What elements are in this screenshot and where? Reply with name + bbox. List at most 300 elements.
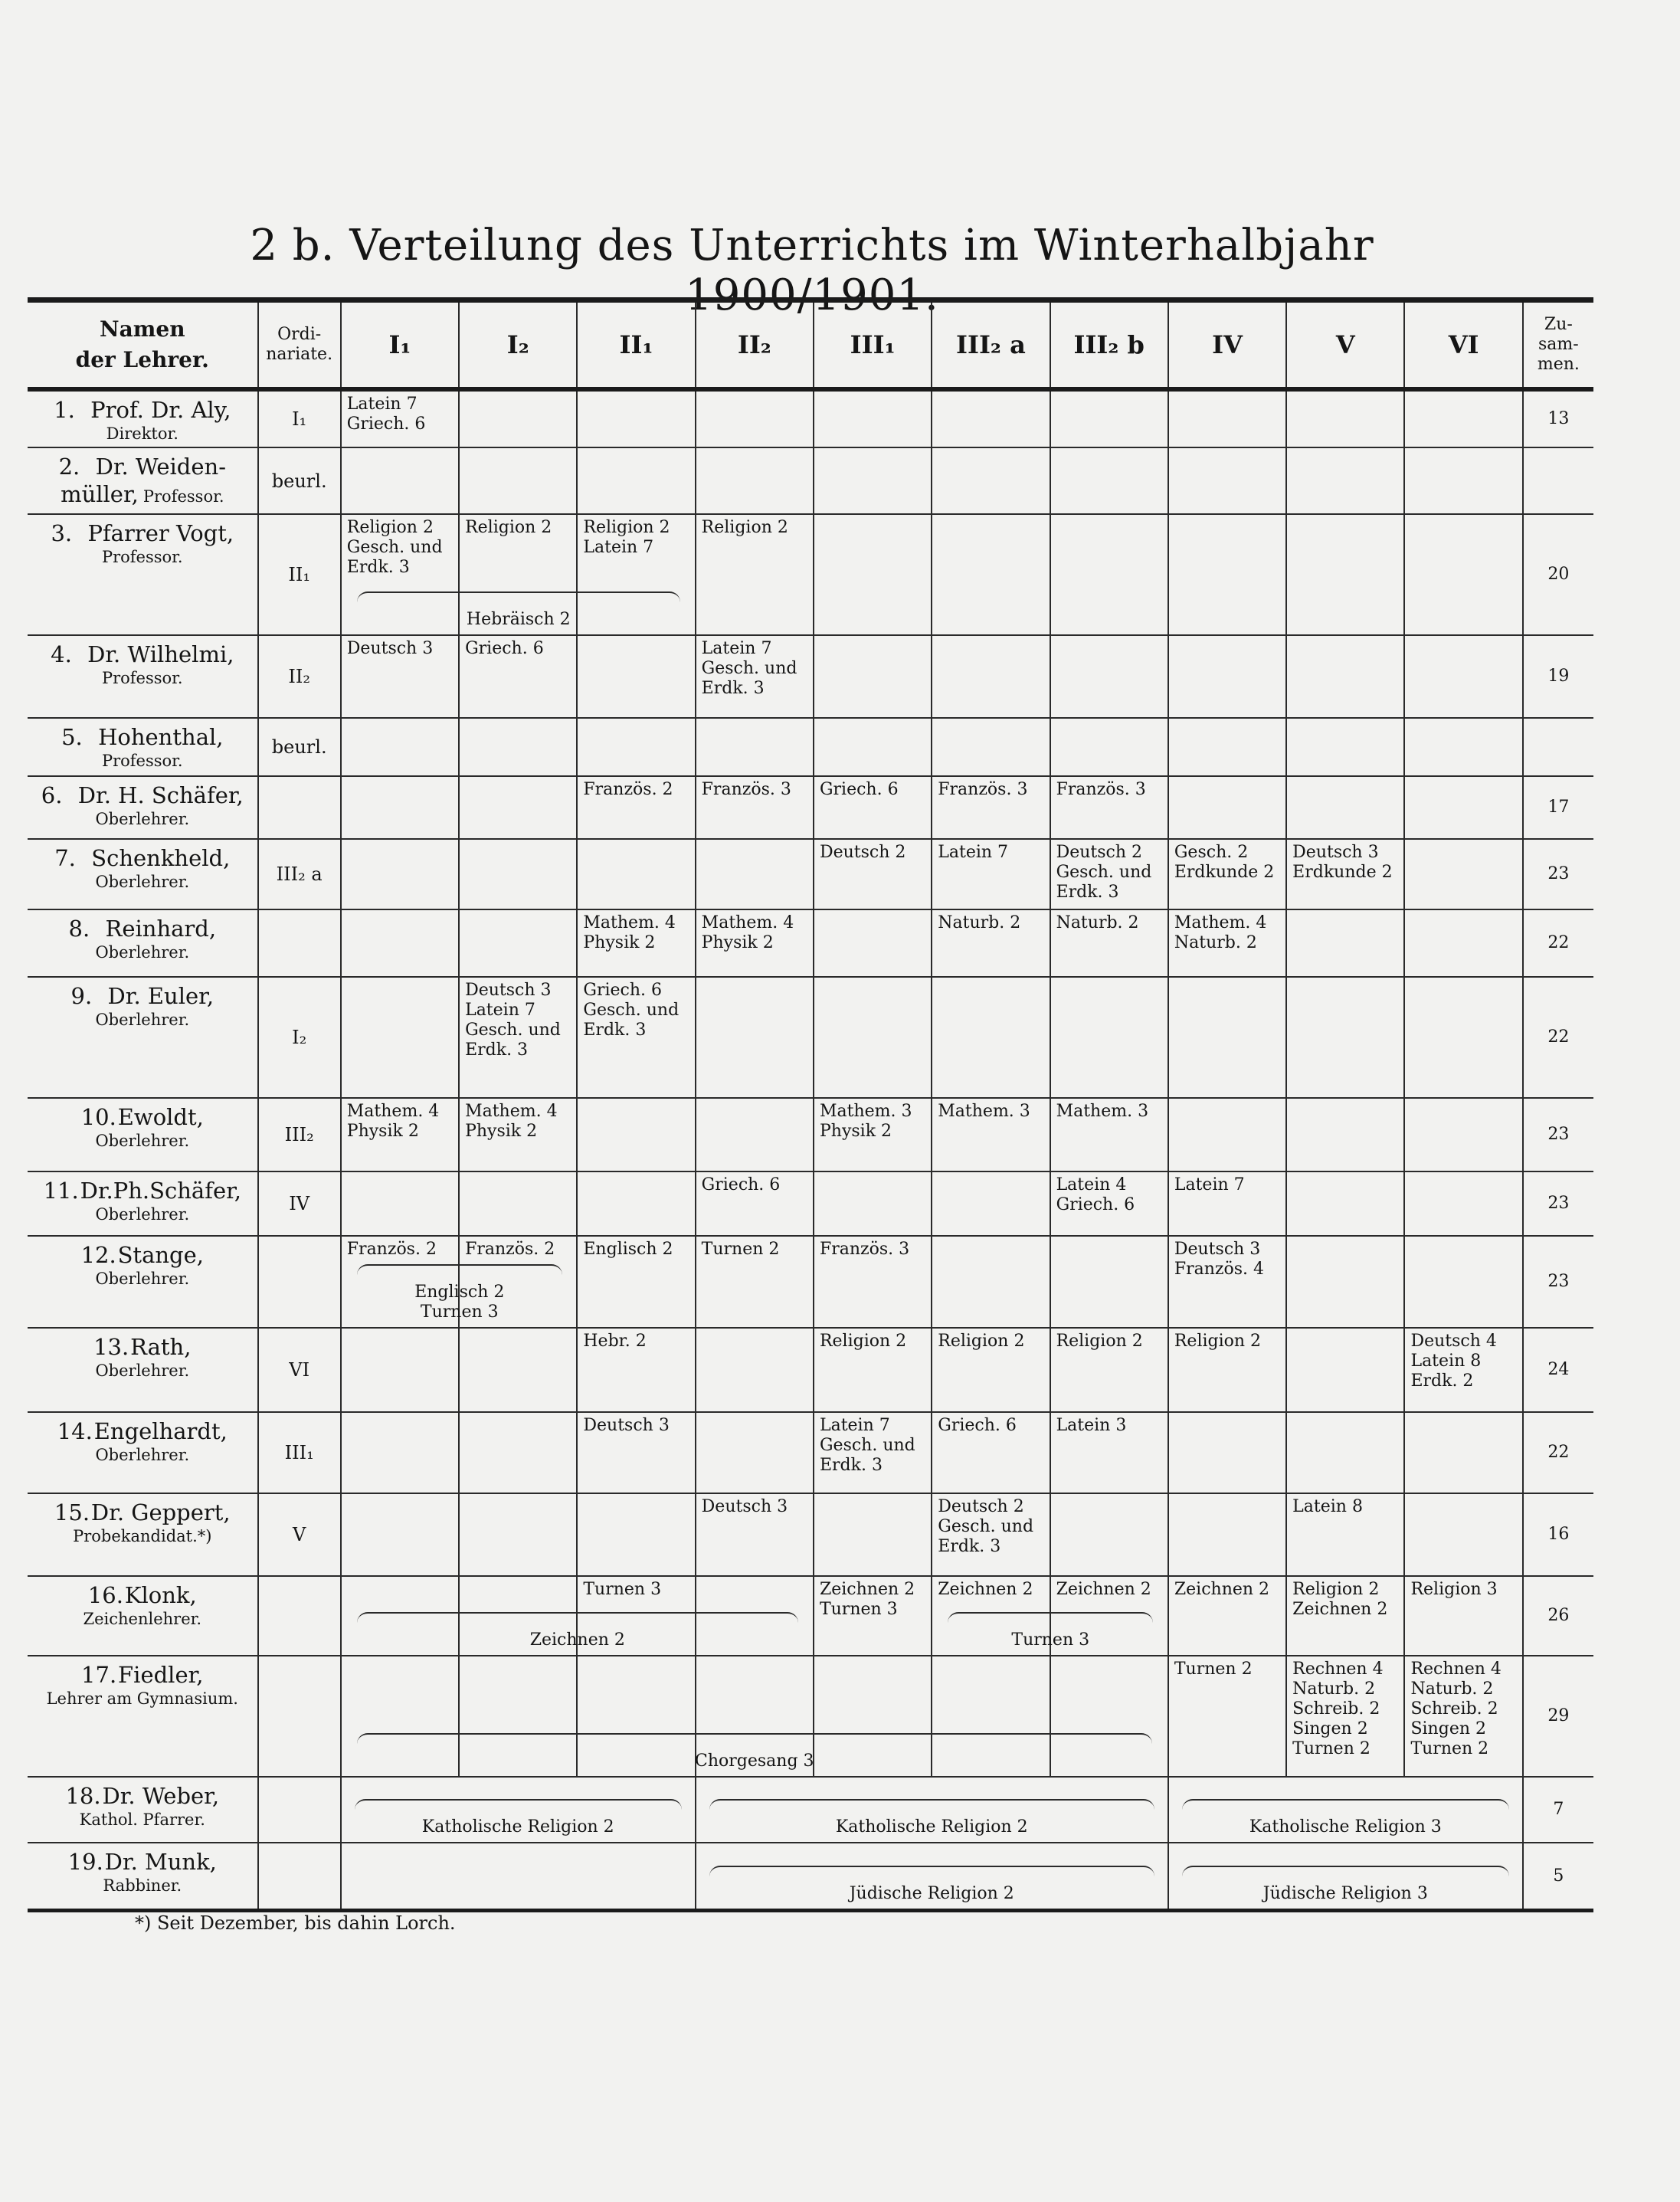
lesson-entry: Französ. 3 (938, 780, 1028, 799)
brace-mark (1182, 1799, 1509, 1813)
teacher-name: Dr. H. Schäfer, (77, 782, 244, 808)
lesson-entry: Naturb. 2 (1410, 1679, 1494, 1699)
lesson-cell (459, 776, 577, 839)
total-hours-cell (1523, 447, 1593, 514)
teacher-name: Dr. Munk, (104, 1849, 217, 1875)
total-hours-cell: 23 (1523, 1098, 1593, 1171)
lesson-cell (1168, 1493, 1286, 1576)
lesson-cell (1404, 1576, 1522, 1656)
lesson-cell (932, 1576, 1090, 1656)
lesson-cell (696, 776, 814, 839)
lesson-cell (459, 977, 577, 1098)
lesson-entry: Erdk. 3 (1056, 883, 1119, 902)
total-hours-cell: 19 (1523, 635, 1593, 718)
lesson-entry: Latein 7 (465, 1001, 535, 1020)
teacher-rank: Professor. (101, 669, 183, 687)
teacher-name: Hohenthal, (98, 724, 224, 750)
lesson-cell (341, 1328, 459, 1412)
brace-mark (357, 1612, 798, 1626)
lesson-entry: Latein 7 (1174, 1175, 1245, 1194)
lesson-cell (932, 718, 1050, 776)
lesson-entry: Deutsch 3 (583, 1416, 670, 1435)
lesson-entry: Deutsch 2 (1056, 843, 1143, 862)
lesson-cell (1286, 977, 1404, 1098)
header-names-line2: der Lehrer. (75, 347, 209, 372)
shared-lesson-label: Englisch 2 (414, 1283, 505, 1302)
lesson-cell (814, 1576, 932, 1656)
teacher-name: Dr. Wilhelmi, (87, 641, 234, 667)
lesson-cell (1050, 1171, 1168, 1236)
lesson-cell (1286, 447, 1404, 514)
lesson-cell (1404, 977, 1522, 1098)
lesson-cell (341, 514, 571, 635)
lesson-entry: Physik 2 (465, 1122, 538, 1141)
header-ord-line2: nariate. (266, 345, 333, 364)
header-class-10: VI (1404, 303, 1522, 389)
lesson-cell (459, 909, 577, 977)
teacher-row (28, 776, 1593, 839)
lesson-entry: Französ. 2 (583, 780, 673, 799)
teacher-number: 15. (54, 1499, 90, 1525)
lesson-cell (341, 977, 459, 1098)
teacher-number: 7. (54, 845, 76, 871)
lesson-entry: Singen 2 (1410, 1719, 1486, 1738)
teacher-row (28, 1098, 1593, 1171)
teacher-name: Prof. Dr. Aly, (90, 397, 231, 423)
teacher-number: 5. (61, 724, 83, 750)
teacher-row (28, 1493, 1593, 1576)
lesson-entry: Deutsch 2 (938, 1497, 1024, 1516)
teacher-number: 6. (41, 782, 63, 808)
lesson-entry: Turnen 2 (1292, 1739, 1371, 1758)
brace-mark (709, 1866, 1154, 1879)
lesson-entry: Griech. 6 (583, 981, 662, 1000)
lesson-cell (814, 1328, 932, 1412)
lesson-cell (1286, 1236, 1404, 1328)
teacher-name-line (34, 1782, 251, 1810)
lesson-cell (932, 389, 1050, 447)
lesson-cell (696, 977, 814, 1098)
teacher-rank: Oberlehrer. (95, 1205, 190, 1224)
lesson-entry: Mathem. 4 (1174, 913, 1267, 932)
lesson-entry: Gesch. und (819, 1436, 915, 1455)
lesson-cell (814, 1098, 932, 1171)
brace-mark (1182, 1866, 1509, 1879)
lesson-entry: Latein 8 (1292, 1497, 1363, 1516)
teacher-name-line (34, 1417, 251, 1445)
lesson-entry: Gesch. und (583, 1001, 680, 1020)
shared-lesson-brace (349, 591, 688, 630)
grouped-lesson-label: Jüdische Religion 2 (849, 1884, 1014, 1903)
lesson-cell (696, 635, 814, 718)
lesson-entry: Turnen 2 (1174, 1660, 1253, 1679)
lesson-cell (1404, 1493, 1522, 1576)
teacher-name: Fiedler, (118, 1662, 204, 1688)
lesson-entry: Deutsch 3 (465, 981, 552, 1000)
teacher-name-line (34, 1581, 251, 1609)
lesson-entry: Naturb. 2 (1056, 913, 1139, 932)
lesson-entry: Naturb. 2 (1292, 1679, 1376, 1699)
lesson-cell (577, 718, 695, 776)
shared-lesson-label2: Turnen 3 (420, 1303, 499, 1322)
lesson-entry: Physik 2 (583, 933, 656, 952)
header-ord-line1: Ordi- (277, 325, 322, 344)
teacher-rank: Oberlehrer. (95, 943, 190, 962)
teacher-name-cell (28, 1412, 258, 1493)
lesson-entry: Latein 7 (819, 1416, 890, 1435)
teacher-name: Rath, (130, 1334, 192, 1360)
brace-mark (357, 1733, 1152, 1747)
lesson-cell (1168, 447, 1286, 514)
brace-mark (357, 591, 680, 605)
lesson-cell (1286, 909, 1404, 977)
lesson-cell (1168, 514, 1286, 635)
header-total-line2: sam- (1538, 335, 1579, 354)
lesson-entry: Mathem. 4 (346, 1102, 440, 1121)
total-hours-cell: 5 (1523, 1843, 1593, 1909)
lesson-entry: Religion 2 (1056, 1332, 1143, 1351)
lesson-entry: Zeichnen 2 (1174, 1580, 1270, 1599)
lesson-cell (932, 514, 1050, 635)
lesson-entry: Religion 2 (701, 518, 788, 537)
total-hours-cell: 22 (1523, 909, 1593, 977)
teacher-row (28, 447, 1593, 514)
lesson-cell (932, 776, 1050, 839)
teacher-rank: Oberlehrer. (95, 810, 190, 828)
lesson-entry: Latein 3 (1056, 1416, 1127, 1435)
page-title: 2 b. Verteilung des Unterrichts im Winterhalbjahr 1900/1901. (250, 221, 1374, 320)
ordinariate-cell (258, 1843, 341, 1909)
lesson-cell (1286, 389, 1404, 447)
lesson-cell (577, 776, 695, 839)
shared-lesson-label: Turnen 3 (1011, 1630, 1090, 1650)
teacher-row (28, 718, 1593, 776)
ordinariate-cell (258, 1576, 341, 1656)
shared-lesson-brace (349, 1733, 1160, 1771)
teacher-row (28, 909, 1593, 977)
lesson-cell (932, 1098, 1050, 1171)
total-hours-cell: 22 (1523, 977, 1593, 1098)
teacher-name-line (34, 1499, 251, 1526)
lesson-entry: Mathem. 3 (938, 1102, 1030, 1121)
lesson-cell (814, 718, 932, 776)
teacher-name-line (34, 453, 251, 480)
header-class-9: V (1286, 303, 1404, 389)
header-total-line3: men. (1537, 355, 1580, 374)
lesson-entry: Englisch 2 (583, 1240, 673, 1259)
lesson-cell (1404, 839, 1522, 909)
lesson-cell (1404, 389, 1522, 447)
teacher-name-line (34, 1177, 251, 1204)
teacher-name-cell (28, 1171, 258, 1236)
lesson-entry: Französ. 3 (1056, 780, 1146, 799)
lesson-cell (932, 635, 1050, 718)
teacher-name-cell (28, 718, 258, 776)
lesson-entry: Deutsch 3 (1292, 843, 1379, 862)
header-ordinariate (258, 303, 341, 389)
teacher-name: Dr. Geppert, (90, 1499, 231, 1525)
lesson-cell (814, 1412, 932, 1493)
lesson-cell (1050, 1412, 1168, 1493)
teacher-name-line2 (34, 480, 251, 510)
ordinariate-cell: V (258, 1493, 341, 1576)
lesson-entry: Gesch. 2 (1174, 843, 1249, 862)
lesson-cell (1404, 776, 1522, 839)
lesson-entry: Gesch. und (701, 659, 797, 678)
teacher-number: 19. (67, 1849, 103, 1875)
lesson-cell (696, 1171, 814, 1236)
lesson-cell (1286, 1098, 1404, 1171)
lesson-entry: Griech. 6 (938, 1416, 1017, 1435)
total-hours-cell: 23 (1523, 1171, 1593, 1236)
total-hours-cell: 22 (1523, 1412, 1593, 1493)
teacher-name-cell (28, 1777, 258, 1843)
lesson-cell (814, 389, 932, 447)
ordinariate-cell: IV (258, 1171, 341, 1236)
teacher-number: 9. (70, 983, 93, 1009)
lesson-entry: Turnen 3 (583, 1580, 662, 1599)
ordinariate-cell: I₂ (258, 977, 341, 1098)
lesson-entry: Rechnen 4 (1292, 1660, 1384, 1679)
top-rule (28, 297, 1593, 303)
grouped-lesson-cell (1168, 1843, 1523, 1909)
lesson-cell (1168, 1098, 1286, 1171)
ordinariate-cell: III₁ (258, 1412, 341, 1493)
lesson-cell (459, 1171, 577, 1236)
shared-lesson-label: Chorgesang 3 (695, 1751, 814, 1771)
lesson-cell (1286, 1656, 1404, 1777)
lesson-cell (341, 635, 459, 718)
lesson-cell (1286, 839, 1404, 909)
lesson-entry: Griech. 6 (465, 639, 544, 658)
teacher-name-line (34, 396, 251, 424)
teacher-name: Schenkheld, (91, 845, 231, 871)
lesson-entry: Griech. 6 (1056, 1195, 1135, 1214)
lesson-cell (814, 977, 932, 1098)
lesson-entry: Zeichnen 2 (938, 1580, 1033, 1599)
teacher-name-cell (28, 977, 258, 1098)
lesson-cell (814, 776, 932, 839)
lesson-entry: Mathem. 4 (465, 1102, 558, 1121)
schedule-grid (28, 303, 1593, 1909)
teacher-name: Engelhardt, (93, 1418, 228, 1444)
teacher-number: 14. (57, 1418, 93, 1444)
lesson-cell (932, 1236, 1050, 1328)
teacher-name-line (34, 519, 251, 547)
lesson-cell (814, 1236, 932, 1328)
lesson-cell (696, 909, 814, 977)
lesson-cell (1286, 1328, 1404, 1412)
teacher-number: 1. (54, 397, 75, 423)
teacher-name-line (34, 915, 251, 942)
lesson-entry: Religion 2 (819, 1332, 907, 1351)
lesson-entry: Griech. 6 (819, 780, 899, 799)
lesson-cell (1168, 718, 1286, 776)
teacher-row (28, 1843, 1593, 1909)
lesson-entry: Religion 2 (465, 518, 552, 537)
lesson-cell (696, 718, 814, 776)
header-class-7: III₂ b (1050, 303, 1168, 389)
teacher-row (28, 1576, 1593, 1656)
lesson-cell (1286, 718, 1404, 776)
lesson-cell (459, 389, 577, 447)
lesson-entry: Religion 3 (1410, 1580, 1498, 1599)
lesson-cell (577, 1098, 695, 1171)
teacher-name: Dr. Weiden- (95, 454, 227, 480)
teacher-rank: Oberlehrer. (95, 1270, 190, 1288)
brace-mark (948, 1612, 1153, 1626)
lesson-cell (1050, 1098, 1168, 1171)
lesson-cell (1050, 839, 1168, 909)
lesson-cell (341, 776, 459, 839)
grouped-lesson-label: Katholische Religion 2 (421, 1817, 614, 1837)
lesson-entry: Latein 7 (346, 395, 418, 414)
teacher-name-line (34, 844, 251, 872)
lesson-entry: Religion 2 (583, 518, 670, 537)
brace-mark (709, 1799, 1154, 1813)
teacher-name-cell (28, 839, 258, 909)
lesson-cell (814, 635, 932, 718)
teacher-name-line (34, 641, 251, 668)
total-hours-cell: 16 (1523, 1493, 1593, 1576)
teacher-name-cell (28, 776, 258, 839)
teacher-name-cell (28, 1098, 258, 1171)
ordinariate-cell: beurl. (258, 447, 341, 514)
grouped-lesson-cell (696, 1843, 1168, 1909)
header-class-5: III₁ (814, 303, 932, 389)
total-hours-cell: 26 (1523, 1576, 1593, 1656)
lesson-entry: Erdk. 3 (346, 558, 410, 577)
lesson-cell (577, 1236, 695, 1328)
grouped-lesson-label: Jüdische Religion 3 (1262, 1884, 1428, 1903)
teacher-number: 12. (80, 1242, 116, 1268)
grouped-lesson-label: Katholische Religion 2 (835, 1817, 1028, 1837)
total-hours-cell: 13 (1523, 389, 1593, 447)
grouped-lesson-cell (341, 1843, 696, 1909)
lesson-cell (932, 839, 1050, 909)
header-row (28, 303, 1593, 389)
teacher-number: 16. (87, 1582, 123, 1608)
ordinariate-cell: VI (258, 1328, 341, 1412)
teacher-row (28, 389, 1593, 447)
total-hours-cell: 20 (1523, 514, 1593, 635)
ordinariate-cell: II₂ (258, 635, 341, 718)
lesson-cell (341, 1412, 459, 1493)
lesson-cell (341, 1098, 459, 1171)
lesson-entry: Erdkunde 2 (1174, 863, 1275, 882)
lesson-cell (696, 389, 814, 447)
teacher-rank: Professor. (101, 548, 183, 566)
total-hours-cell: 23 (1523, 839, 1593, 909)
header-class-3: II₁ (577, 303, 695, 389)
teacher-number: 10. (80, 1104, 116, 1130)
lesson-entry: Deutsch 2 (819, 843, 906, 862)
lesson-cell (1404, 1171, 1522, 1236)
teacher-name: Pfarrer Vogt, (87, 520, 234, 546)
teacher-name: Reinhard, (105, 916, 217, 942)
teacher-row (28, 514, 1593, 635)
lesson-cell (814, 514, 932, 635)
lesson-entry: Naturb. 2 (1174, 933, 1257, 952)
lesson-cell (1168, 1412, 1286, 1493)
lesson-cell (1286, 514, 1404, 635)
lesson-cell (696, 1098, 814, 1171)
lesson-cell (341, 1656, 814, 1777)
lesson-cell (1050, 909, 1168, 977)
lesson-cell (696, 514, 814, 635)
teacher-name: Ewoldt, (117, 1104, 204, 1130)
ordinariate-cell (258, 776, 341, 839)
lesson-entry: Französ. 2 (465, 1240, 555, 1259)
lesson-cell (577, 977, 695, 1098)
lesson-entry: Französ. 2 (346, 1240, 437, 1259)
teacher-rank: Professor. (142, 487, 224, 506)
lesson-cell (1286, 1412, 1404, 1493)
lesson-entry: Erdk. 3 (465, 1040, 529, 1060)
lesson-cell (1050, 389, 1168, 447)
lesson-cell (1404, 1412, 1522, 1493)
lesson-cell (696, 1236, 814, 1328)
teacher-name: Klonk, (124, 1582, 197, 1608)
shared-lesson-label: Hebräisch 2 (466, 610, 571, 629)
teacher-rank: Zeichenlehrer. (83, 1610, 202, 1628)
teacher-name: Dr. Weber, (102, 1783, 220, 1809)
lesson-entry: Religion 2 (1292, 1580, 1380, 1599)
lesson-cell (1168, 1171, 1286, 1236)
lesson-entry: Französ. 4 (1174, 1260, 1265, 1279)
lesson-cell (696, 839, 814, 909)
lesson-cell (341, 1236, 505, 1328)
total-hours-cell: 17 (1523, 776, 1593, 839)
lesson-entry: Schreib. 2 (1410, 1699, 1498, 1719)
lesson-cell (577, 839, 695, 909)
lesson-cell (1286, 1493, 1404, 1576)
teacher-name-line (34, 1848, 251, 1876)
lesson-entry: Griech. 6 (701, 1175, 781, 1194)
brace-mark (355, 1799, 682, 1813)
lesson-entry: Latein 8 (1410, 1352, 1482, 1371)
teacher-rank: Probekandidat.*) (73, 1527, 212, 1545)
lesson-cell (1286, 1576, 1404, 1656)
lesson-entry: Physik 2 (701, 933, 774, 952)
teacher-name: Dr.Ph.Schäfer, (80, 1178, 241, 1204)
lesson-entry: Latein 4 (1056, 1175, 1127, 1194)
grouped-lesson-cell (696, 1777, 1168, 1843)
total-hours-cell: 24 (1523, 1328, 1593, 1412)
lesson-cell (341, 909, 459, 977)
lesson-entry: Gesch. und (346, 538, 443, 557)
lesson-cell (341, 718, 459, 776)
teacher-row (28, 977, 1593, 1098)
lesson-entry: Latein 7 (583, 538, 654, 557)
teacher-rank: Oberlehrer. (95, 1011, 190, 1029)
lesson-cell (341, 1493, 459, 1576)
lesson-cell (1404, 635, 1522, 718)
lesson-entry: Turnen 2 (701, 1240, 780, 1259)
lesson-entry: Deutsch 3 (346, 639, 434, 658)
teacher-rank: Direktor. (106, 424, 178, 443)
lesson-entry: Mathem. 3 (819, 1102, 912, 1121)
lesson-cell (1168, 839, 1286, 909)
ordinariate-cell (258, 909, 341, 977)
teacher-name-cell (28, 514, 258, 635)
lesson-cell (1404, 909, 1522, 977)
header-class-4: II₂ (696, 303, 814, 389)
lesson-cell (1168, 776, 1286, 839)
lesson-entry: Zeichnen 2 (819, 1580, 915, 1599)
lesson-cell (577, 909, 695, 977)
lesson-entry: Religion 2 (1174, 1332, 1262, 1351)
